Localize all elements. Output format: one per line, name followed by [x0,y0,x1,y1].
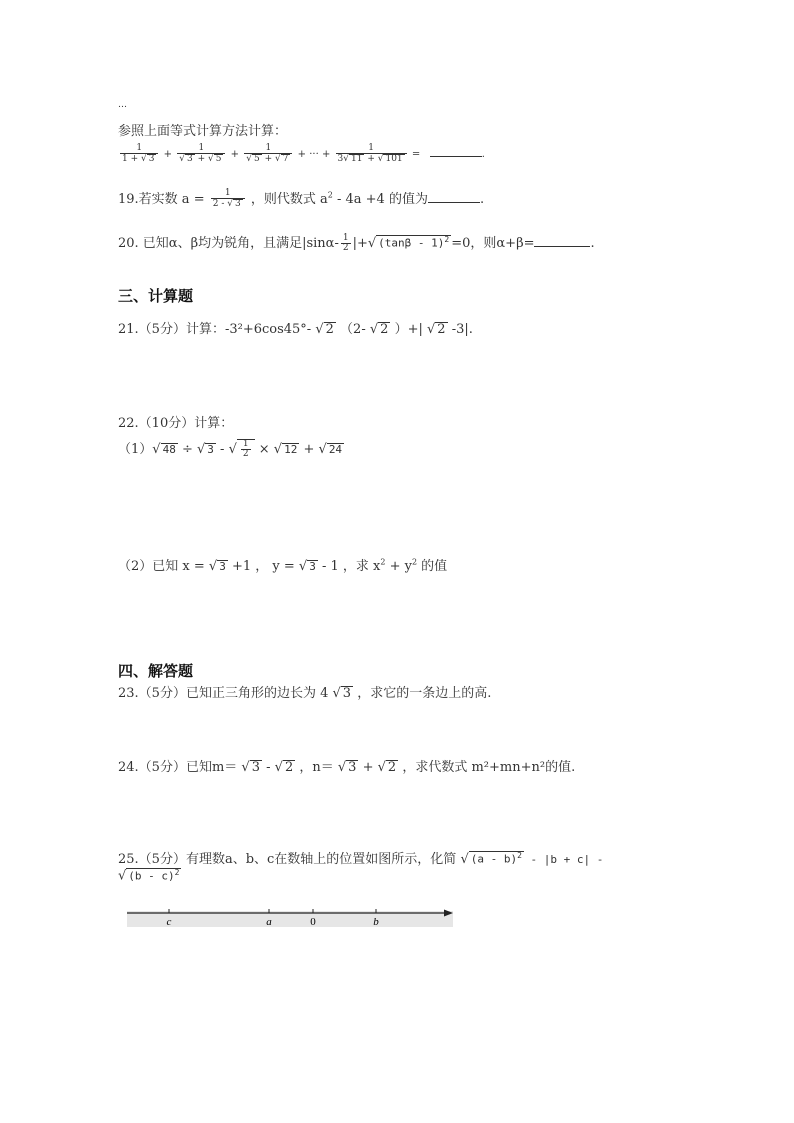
q22-p1-plus: + [299,442,319,457]
q25-rad1-text: (a - b) [470,853,518,866]
q21-mid2: ）+| [390,322,427,337]
question-23: 23.（5分）已知正三角形的边长为 4 √ 3 ，求它的一条边上的高. [118,686,492,701]
term-1-num: 1 [136,143,143,153]
term-2-num: 1 [198,143,205,153]
q22-p2-rad1: 3 [219,560,226,573]
label-a: a [266,916,272,928]
section-4-heading: 四、解答题 [118,662,194,680]
q19-expr: - 4a +4 的值为 [332,192,428,207]
question-25-cont: √ (b - c)$^2$ [118,868,180,884]
q19-frac-den-rad: 3 [234,199,241,210]
q22-p2-rad2: 3 [309,560,316,573]
q24-rad1: 3 [251,760,260,775]
q22-p2-suffix: 的值 [417,559,448,574]
number-line-figure [127,905,457,933]
question-25: 25.（5分）有理数a、b、c在数轴上的位置如图所示，化简 √ (a - b)$^2$ - |b + c| - [118,851,604,867]
q19-sup: 2 [327,190,333,200]
q20-half [341,234,351,254]
question-22-part1: （1）√ 48 ÷ √ 3 - √ $\frac{1}{2}$ × √ 12 + √ 24 [118,438,343,459]
term-4 [336,144,407,165]
term-2-den-mid: + [194,154,208,165]
term-3-num: 1 [265,143,272,153]
term-4-den-a: 3 [337,154,344,165]
q23-rad: 3 [342,686,352,701]
q20-rad-text: (tanβ - 1) [378,237,445,250]
q24-rad2: 2 [284,760,294,775]
q25-mid: - |b + c| - [523,853,604,866]
answer-blank-series [430,146,482,157]
q25-rad2-text: (b - c) [128,869,175,883]
term-2-den: √ 3 + √ 5 [177,153,225,165]
q19-frac-den-a: 2 - [212,199,228,210]
term-3 [244,144,292,165]
question-22-part2: （2）已知 x = √ 3 +1 ， y = √ 3 - 1 ，求 $x^2 + y^2$ 的值 [118,557,448,574]
plus-1: + [163,149,173,161]
period: . [481,149,485,161]
q25-sup2: 2 [174,868,180,877]
ellipsis-plus: + ··· + [297,149,331,161]
q20-half-den: 2 [342,243,349,253]
q22-p1-rad4: 24 [328,443,343,456]
q23-suffix: ，求它的一条边上的高. [353,686,492,701]
q21-prefix: 21.（5分）计算：-3²+6cos45°- [118,322,316,337]
q20-half-num: 1 [342,232,349,243]
q22-p2-plus: + y [385,559,412,574]
instruction-text: 参照上面等式计算方法计算： [118,124,288,139]
q22-p2-sup2: 2 [411,557,418,567]
series-expression [118,144,485,165]
q19-mid: ，则代数式 a [250,192,328,207]
q22-p2-sup1: 2 [380,557,386,567]
q22-p1-rad3: 12 [284,443,298,456]
term-3-den-mid: + [261,154,275,165]
term-4-den-mid: + [364,154,378,165]
q22-p1-times: × [254,442,274,457]
q21-mid1: （2- [335,322,370,337]
term-3-den-rad2: 7 [282,154,289,165]
q25-prefix: 25.（5分）有理数a、b、c在数轴上的位置如图所示，化简 [118,852,461,867]
label-zero: 0 [310,916,316,928]
term-4-den-rad2: 101 [385,154,403,165]
answer-blank-20 [534,236,590,247]
term-2 [177,144,225,165]
term-1 [120,144,158,165]
q21-rad2: 2 [380,322,389,337]
q22-p1-rad1: 48 [162,443,176,456]
q19-frac-den: 2 - √ 3 [211,198,245,210]
q21-rad3: 2 [437,322,446,337]
answer-blank-19 [428,192,480,203]
q24-rad4: 2 [387,760,397,775]
q22-p1-div: ÷ [177,442,197,457]
term-3-den-rad1: 5 [254,154,260,165]
q22-p1-label: （1） [118,442,153,457]
section-3-heading: 三、计算题 [118,287,194,305]
q25-radicand-1 [469,851,524,866]
term-4-num: 1 [368,143,374,153]
q24-suffix: ，求代数式 m²+mn+n²的值. [398,760,576,775]
term-4-den: 3√ 11 + √ 101 [336,153,407,165]
q22-p1-half-den: 2 [242,449,249,459]
q22-p1-half-num: 1 [242,438,249,449]
question-21: 21.（5分）计算：-3²+6cos45°- √ 2 （2- √ 2 ）+| √ 2 -3|. [118,322,473,337]
label-c: c [166,916,172,928]
q25-sup1: 2 [517,851,522,861]
q20-mid: |+ [352,236,368,251]
q20-sup: 2 [444,235,450,245]
plus-2: + [230,149,240,161]
question-24: 24.（5分）已知m＝ √ 3 - √ 2 ，n＝ √ 3 + √ 2 ，求代数式 m²+mn+n²的值. [118,760,576,775]
q19-fraction [211,189,245,210]
term-3-den: √ 5 + √ 7 [244,153,292,165]
q21-suffix: -3|. [447,322,473,337]
q23-prefix: 23.（5分）已知正三角形的边长为 4 [118,686,333,701]
q20-period: . [590,236,595,251]
label-b: b [373,916,379,928]
term-2-den-rad2: 5 [215,154,222,165]
q22-p2-label: （2）已知 x = [118,559,209,574]
q20-prefix: 20. 已知α、β均为锐角，且满足|sinα- [118,236,339,251]
question-20: 20. 已知α、β均为锐角，且满足|sinα- $\frac{1}{2}$ |+√ (tanβ - 1)$^2$ =0，则α+β= . [118,232,595,253]
q22-p2-mid2: - 1 ，求 x [317,559,381,574]
q24-mid3: + [358,760,378,775]
q24-prefix: 24.（5分）已知m＝ [118,760,242,775]
term-1-den-a: 1 + [122,154,141,165]
q21-rad1: 2 [325,322,334,337]
q22-p2-mid: +1 ， y = [227,559,299,574]
term-2-den-rad1: 3 [187,154,193,165]
q19-period: . [479,192,485,207]
q24-rad3: 3 [348,760,357,775]
q24-mid2: ，n＝ [295,760,338,775]
q25-radicand-2 [126,868,181,883]
q24-mid1: - [261,760,275,775]
q22-p1-rad2: 3 [207,443,214,456]
term-4-den-rad1: 11 [351,154,363,165]
term-1-den: 1 + √ 3 [120,153,158,165]
equals-sign: = [411,149,421,161]
question-19 [118,188,484,210]
ellipsis: … [118,100,127,110]
q22-p1-half-rad [237,439,255,460]
q20-radicand [376,235,451,250]
q19-prefix: 19.若实数 a = [118,192,205,207]
q22-p1-minus: - [215,442,229,457]
q20-suffix: =0，则α+β= [451,236,535,251]
q19-frac-num: 1 [224,187,231,198]
term-1-den-rad: 3 [148,154,155,165]
question-22-title: 22.（10分）计算： [118,416,234,431]
